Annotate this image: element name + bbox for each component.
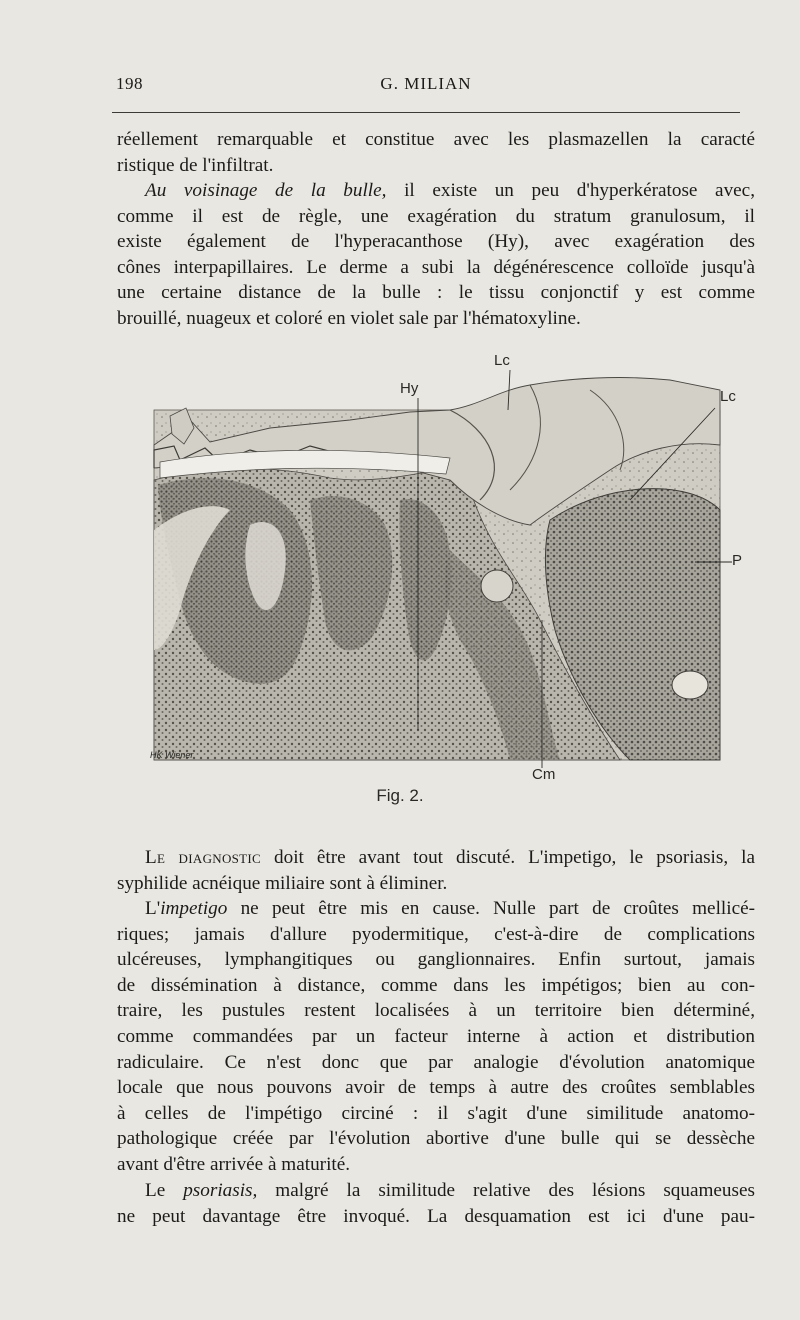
smallcaps-lead: Le diagnostic	[145, 847, 262, 868]
paragraph-continuation	[117, 127, 755, 178]
text-line: Le psoriasis, malgré la similitude relative des lésions squameuses	[145, 1180, 755, 1201]
text-line: une certaine distance de la bulle : le tissu conjonctif y est comme	[117, 282, 755, 304]
text-line: réellement remarquable et constitue avec les plasmazellen la caracté	[117, 129, 755, 150]
italic-lead: impetigo	[160, 898, 228, 919]
running-head	[112, 74, 740, 102]
label-hy: Hy	[400, 380, 419, 397]
text-line: avant d'être arrivée à maturité.	[117, 1153, 351, 1175]
paragraph-psoriasis	[117, 1178, 755, 1229]
header-rule	[112, 112, 740, 113]
histology-figure	[150, 350, 750, 790]
text-line: brouillé, nuageux et coloré en violet sale par l'hématoxyline.	[117, 307, 581, 329]
text-line: ristique de l'infiltrat.	[117, 154, 274, 176]
text-line: ne peut davantage être invoqué. La desquamation est ici d'une pau-	[117, 1205, 755, 1227]
italic-lead: Au voisinage de la bulle,	[145, 180, 387, 201]
text-line: traire, les pustules restent localisées à un territoire bien déterminé,	[117, 1000, 755, 1022]
paragraph-au-voisinage	[117, 178, 755, 332]
text-line: riques; jamais d'allure pyodermitique, c'est-à-dire de complications	[117, 923, 755, 945]
running-head-author: G. MILIAN	[380, 74, 472, 93]
text-line: L'impetigo ne peut être mis en cause. Nulle part de croûtes mellicé-	[145, 898, 755, 919]
label-lc-right: Lc	[720, 388, 736, 405]
histology-illustration	[150, 350, 750, 790]
text-line: existe également de l'hyperacanthose (Hy), avec exagération des	[117, 231, 755, 253]
text-line: comme commandées par un facteur interne à action et distribution	[117, 1025, 755, 1047]
text-line: ulcéreuses, lymphangitiques ou ganglionnaires. Enfin surtout, jamais	[117, 949, 755, 971]
text-line: de dissémination à distance, comme dans les impétigos; bien au con-	[117, 974, 755, 996]
label-p: P	[732, 552, 743, 569]
engraver-signature: HK Wiener	[150, 750, 194, 760]
paragraph-diagnostic	[117, 845, 755, 896]
text-line: Au voisinage de la bulle, il existe un peu d'hyperkératose avec,	[145, 180, 755, 201]
figure-caption: Fig. 2.	[376, 786, 424, 805]
paragraph-impetigo	[117, 896, 755, 1178]
text-line: pathologique créée par l'évolution abortive d'une bulle qui se dessèche	[117, 1128, 755, 1150]
label-lc-top: Lc	[494, 352, 510, 369]
text-line: syphilide acnéique miliaire sont à éliminer.	[117, 872, 448, 894]
label-cm: Cm	[532, 766, 556, 783]
text-line: cônes interpapillaires. Le derme a subi la dégénérescence colloïde jusqu'à	[117, 256, 755, 278]
text-line: locale que nous pouvons avoir de temps à autre des croûtes semblables	[117, 1077, 755, 1099]
text-line: à celles de l'impétigo circiné : il s'agit d'une similitude anatomo-	[117, 1102, 755, 1124]
text-line: radiculaire. Ce n'est donc que par analogie d'évolution anatomique	[117, 1051, 755, 1073]
text-line: comme il est de règle, une exagération du stratum granulosum, il	[117, 205, 755, 227]
page-number: 198	[116, 74, 143, 93]
italic-lead: psoriasis,	[183, 1180, 258, 1201]
text-line: Le diagnostic doit être avant tout discuté. L'impetigo, le psoriasis, la	[145, 847, 755, 868]
